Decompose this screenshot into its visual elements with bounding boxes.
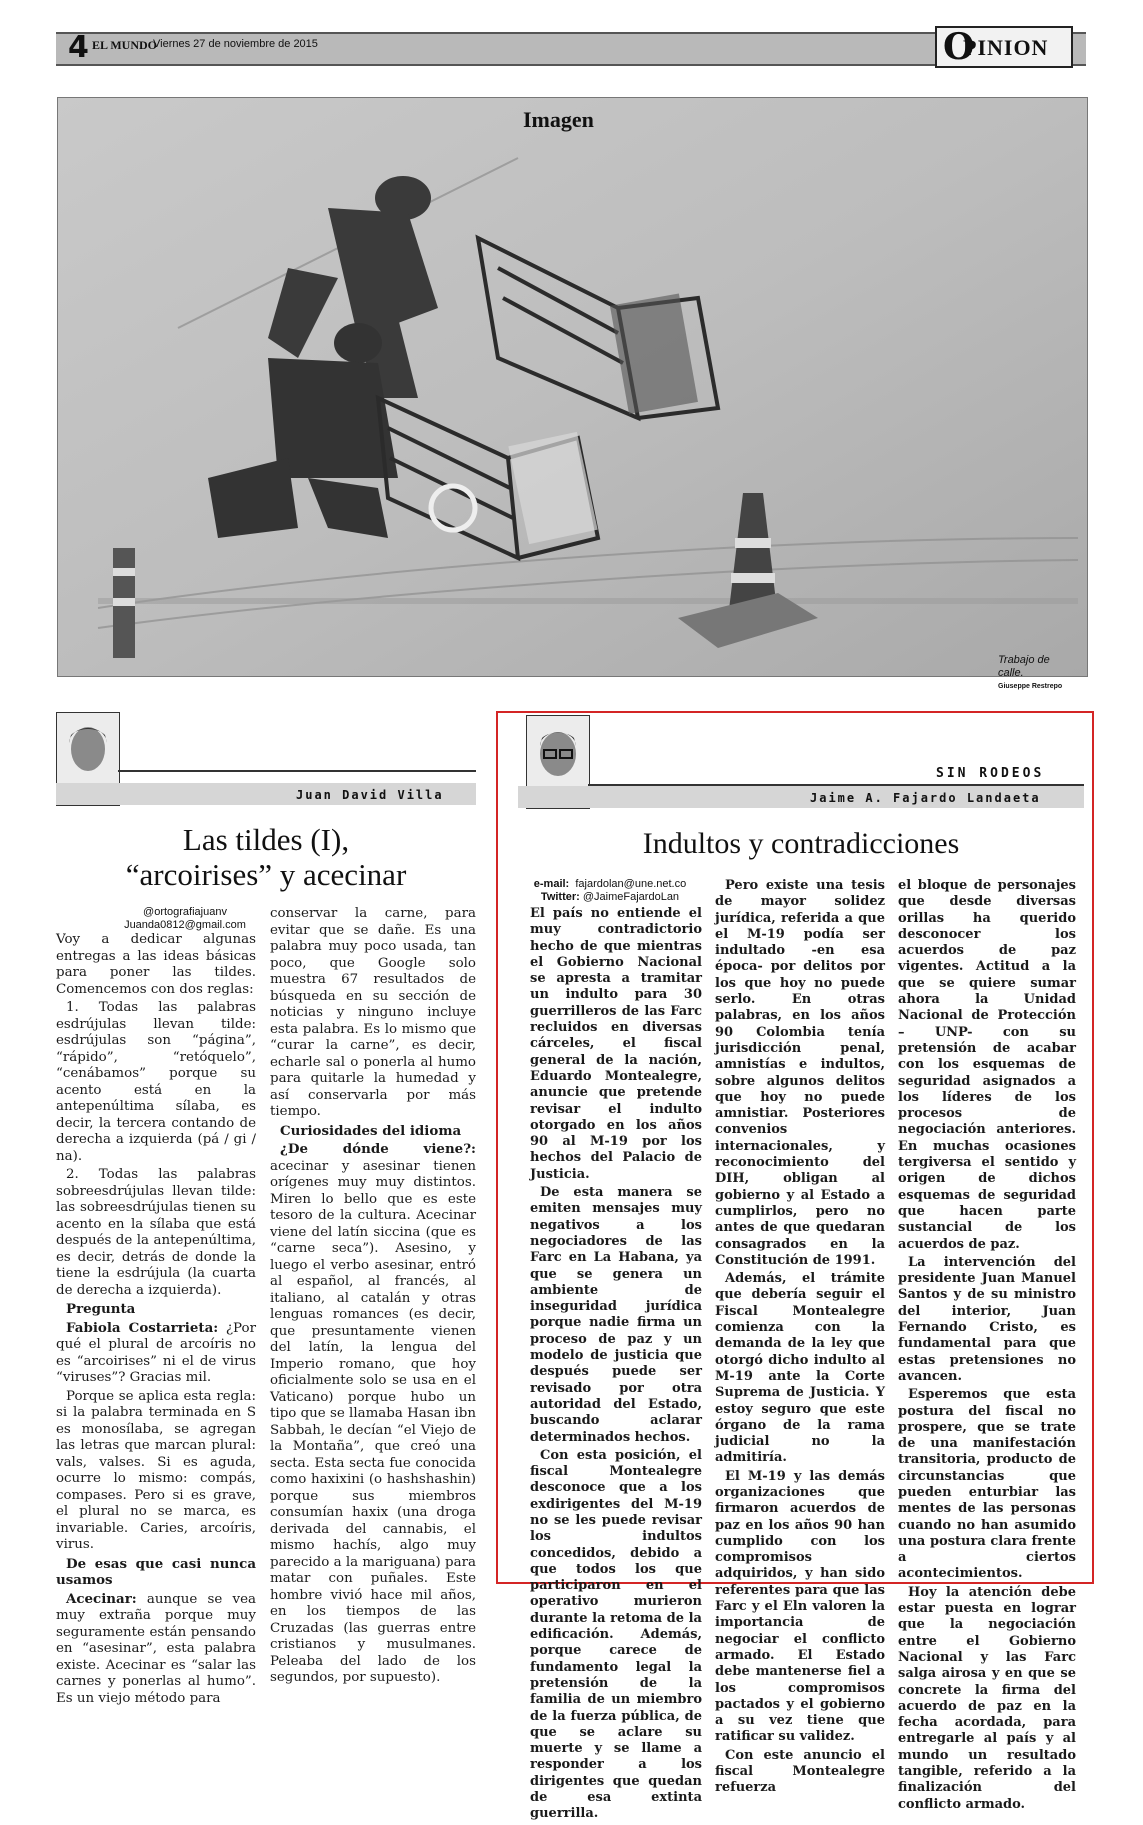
- headline-tildes: [56, 822, 476, 892]
- twitter-handle-villa: @ortografiajuanv: [143, 906, 227, 918]
- left-article-column-1: [56, 932, 256, 1709]
- author-name-fajardo: Jaime A. Fajardo Landaeta: [810, 791, 1041, 805]
- paragraph: Pero existe una tesis de mayor solidez jurídica, referida a que el M-19 podía ser indultado -en esa época- por delitos por los que hoy no puede serlo. En otras palabras, en los años 90 Colombia tenía jurisdicción penal, amnistías e indultos, sobre algunos delitos que hoy no puede amnistiar. Posteriores convenios internacionales, y reconocimiento del DIH, obligan al gobierno y al Estado a cumplirlos, pero no antes de que quedaran consagrados en la Constitución de 1991.: [715, 878, 885, 1268]
- publication-date: Viernes 27 de noviembre de 2015: [153, 38, 318, 50]
- byline-rule-left: [118, 770, 476, 772]
- paragraph: Hoy la atención debe estar puesta en lograr que la negociación entre el Gobierno Nacional y las Farc salga airosa y en que se concrete la firma del acuerdo de paz en la fecha acordada, para entregarle al país y al mundo un resultado tangible, referido a la finalización del conflicto armado.: [898, 1584, 1076, 1812]
- photo-title: Imagen: [523, 107, 594, 132]
- contact-fajardo: [530, 878, 690, 904]
- term-label: Acecinar:: [66, 1590, 137, 1607]
- subheading-curiosidades: Curiosidades del idioma: [280, 1122, 462, 1139]
- paragraph: Voy a dedicar algunas entregas a las ideas básicas para poner las tildes. Comencemos con dos reglas:: [56, 932, 256, 997]
- paragraph-acecinar: [56, 1591, 256, 1708]
- section-label-initial: O: [943, 26, 975, 68]
- paragraph-origen: [270, 1141, 476, 1687]
- email-line: [530, 878, 690, 891]
- right-article-column-3: [898, 878, 1076, 1815]
- twitter-label: Twitter:: [540, 891, 580, 903]
- headline-indultos: Indultos y contradicciones: [642, 827, 960, 860]
- contact-villa: [120, 906, 250, 932]
- email-villa: Juanda0812@gmail.com: [124, 919, 246, 931]
- right-article-column-1: [530, 906, 702, 1825]
- headline-line-1: Las tildes (I),: [182, 822, 350, 857]
- email-fajardo: fajardolan@une.net.co: [575, 878, 687, 890]
- left-article-column-2: [270, 906, 476, 1689]
- twitter-line: [530, 891, 690, 904]
- paragraph-question: [56, 1320, 256, 1387]
- photo-credit: Giuseppe Restrepo: [998, 683, 1063, 690]
- paragraph: El país no entiende el muy contradictorio hecho de que mientras el Gobierno Nacional se apresta a tramitar un indulto para 30 guerrilleros de las Farc recluidos en diversas cárceles, el fiscal general de la nación, Eduardo Montealegre, anuncie que pretende revisar el indulto otorgado en los años 90 al M-19 por los hechos del Palacio de Justicia.: [530, 906, 702, 1182]
- email-label: e-mail:: [533, 878, 570, 890]
- paragraph: Porque se aplica esta regla: si la palabra terminada en S es monosílaba, se agregan las letras que marcan plural: vals, valses. Si es aguda, ocurre lo mismo: compás, compases. Pero si es grave, el plural no se marca, es invariable. Caries, arcoíris, virus.: [56, 1388, 256, 1552]
- column-kicker: SIN RODEOS: [936, 766, 1045, 781]
- paragraph: Además, el trámite que debería seguir el Fiscal Montealegre comienza con la demanda de la ley que otorgó dicho indulto al M-19 ante la Corte Suprema de Justicia. Y estoy seguro que este órgano de la rama judicial no la admitiría.: [715, 1271, 885, 1466]
- paragraph: conservar la carne, para evitar que se dañe. Es una palabra muy poco usada, tan poco, que Google solo muestra 67 resultados de búsqueda en su sección de noticias y ninguno incluye esta palabra. Es lo mismo que “curar la carne”, es decir, echarle sal o ponerla al humo para quitarle la humedad y así conservarla por más tiempo.: [270, 906, 476, 1119]
- paragraph: el bloque de personajes que desde diversas orillas ha querido desconocer los acuerdos de paz vigentes. Actitud a la que se quiere sumar ahora la Unidad Nacional de Protección – UNP- con su pretensión de acabar con los esquemas de seguridad asignados a los líderes de los procesos de negociación anteriores. En muchas ocasiones tergiversa el sentido y origen de dichos esquemas de seguridad que hacen parte sustancial de los acuerdos de paz.: [898, 878, 1076, 1252]
- term-text: acecinar y asesinar tienen orígenes muy muy distintos. Miren lo bello que es este tesoro de la cultura. Acecinar viene del latín siccina (que es “carne seca”). Asesino, y luego el verbo asesinar, entró al español, al francés, al italiano, al catalán y otras lenguas romances (es decir, que presuntamente vienen del latín, la lengua del Imperio romano, que hoy oficialmente solo se usa en el Vaticano) porque hubo un tipo que se llamaba Hasan ibn Sabbah, le decían “el Viejo de la Montaña”, que creó una secta. Esta secta fue conocida como haxixini (o hashshashin) porque sus miembros consumían haxix (una droga derivada del cannabis, el mismo hachís, algo muy parecido a la mariguana) para matar con puñales. Este hombre vivió hace mil años, en los tiempos de las Cruzadas (las guerras entre cristianos y musulmanes. Peleaba del lado de los segundos, por supuesto).: [270, 1158, 476, 1685]
- subheading-pregunta: Pregunta: [66, 1301, 136, 1317]
- photo-caption: Trabajo de calle.: [998, 654, 1050, 679]
- term-text: aunque se vea muy extraña porque muy seguramente están pensando en “asesinar”, esta palabra existe. Acecinar es “salar las carnes y ponerlas al humo”. Es un viejo método para: [56, 1591, 256, 1706]
- page-number: 4: [68, 30, 89, 65]
- subheading-casi-nunca: De esas que casi nunca usamos: [56, 1555, 256, 1588]
- questioner-name: Fabiola Costarrieta:: [66, 1319, 219, 1336]
- publication-name: EL MUNDO: [92, 38, 158, 52]
- paragraph: De esta manera se emiten mensajes muy negativos a los negociadores de las Farc en La Habana, ya que se genera un ambiente de inseguridad jurídica porque nadie firma un proceso de paz y un modelo de justicia que después puede ser revisado por otra autoridad del Estado, buscando aclarar determinados hechos.: [530, 1185, 702, 1445]
- paragraph: El M-19 y las demás organizaciones que firmaron acuerdos de paz en los años 90 han cumplido con los compromisos adquiridos, y han sido referentes para que las Farc y el Eln valoren la importancia de negociar el conflicto armado. El Estado debe mantenerse fiel a los compromisos pactados y el gobierno a su vez tiene que ratificar su validez.: [715, 1468, 885, 1745]
- paragraph: Con este anuncio el fiscal Montealegre refuerza: [715, 1747, 885, 1796]
- paragraph: La intervención del presidente Juan Manuel Santos y de su ministro del interior, Juan Fernando Cristo, es fundamental para que estas pretensiones no avancen.: [898, 1254, 1076, 1384]
- paragraph: 1. Todas las palabras esdrújulas llevan tilde: esdrújulas son “página”, “rápido”, “retóquelo”, “cenábamos” porque su acento está en la antepenúltima sílaba, es decir, la tercera contando de derecha a izquierda (pá / gi / na).: [56, 1000, 256, 1164]
- paragraph: 2. Todas las palabras sobreesdrújulas llevan tilde: las sobreesdrújulas tienen su acento en la sílaba que está después de la antepenúltima, es decir, detrás de donde la tiene la esdrújula (la cuarta de derecha a izquierda).: [56, 1167, 256, 1298]
- paragraph: Esperemos que esta postura del fiscal no prospere, que se trate de una manifestación transitoria, producto de circunstancias que pueden enturbiar las mentes de las personas cuando no han asumido una postura clara frente a ciertos acontecimientos.: [898, 1387, 1076, 1582]
- question-text: ¿Por qué el plural de arcoíris no es “arcoirises” ni el de virus “viruses”? Gracias mil.: [56, 1320, 256, 1385]
- twitter-handle-fajardo: @JaimeFajardoLan: [582, 891, 680, 903]
- term-label: ¿De dónde viene?:: [280, 1141, 476, 1157]
- headline-line-2: “arcoirises” y acecinar: [125, 857, 407, 892]
- street-work-photo: [57, 97, 1088, 677]
- author-name-villa: Juan David Villa: [296, 788, 444, 802]
- right-article-column-2: [715, 878, 885, 1799]
- section-label-rest: PINION: [963, 35, 1049, 60]
- paragraph: Con esta posición, el fiscal Montealegre desconoce que a los exdirigentes del M-19 no se les puede revisar los indultos concedidos, debido a que todos los que participaron en el operativo murieron durante la retoma de la edificación. Además, porque carece de fundamento legal la pretensión de la familia de un miembro de la fuerza pública, de que se aclare su muerte y se llame a responder a los dirigentes que quedan de esa extinta guerrilla.: [530, 1447, 702, 1822]
